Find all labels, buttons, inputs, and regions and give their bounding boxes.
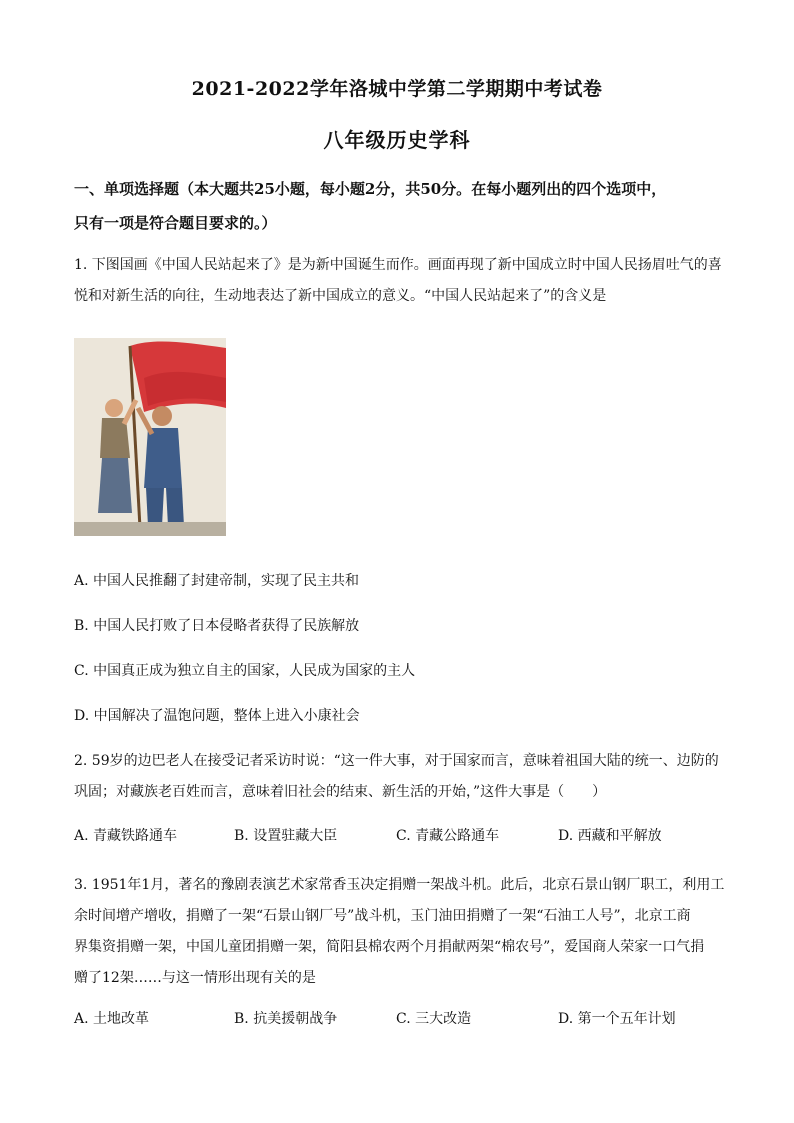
question-2-option-b[interactable]: B. 设置驻藏大臣 — [234, 828, 338, 844]
section-heading-line: 只有一项是符合题目要求的。） — [74, 214, 277, 232]
question-3-option-c[interactable]: C. 三大改造 — [396, 1011, 472, 1027]
question-line: 赠了12架……与这一情形出现有关的是 — [74, 970, 316, 986]
question-line: 1. 下图国画《中国人民站起来了》是为新中国诞生而作。画面再现了新中国成立时中国人民扬眉吐气的喜 — [74, 257, 722, 273]
question-1-option-c[interactable]: C. 中国真正成为独立自主的国家，人民成为国家的主人 — [74, 663, 416, 679]
question-2-option-a[interactable]: A. 青藏铁路通车 — [74, 828, 178, 844]
question-line: 2. 59岁的边巴老人在接受记者采访时说：“这一件大事，对于国家而言，意味着祖国大陆的统一、边防的 — [74, 753, 719, 769]
question-1-option-d[interactable]: D. 中国解决了温饱问题，整体上进入小康社会 — [74, 708, 360, 724]
question-1-option-b[interactable]: B. 中国人民打败了日本侵略者获得了民族解放 — [74, 618, 360, 634]
question-line: 巩固；对藏族老百姓而言，意味着旧社会的结束、新生活的开始，”这件大事是（ ） — [74, 784, 607, 800]
question-1-option-a[interactable]: A. 中国人民推翻了封建帝制，实现了民主共和 — [74, 573, 360, 589]
question-line: 余时间增产增收，捐赠了一架“石景山钢厂号”战斗机，玉门油田捐赠了一架“石油工人号”，北京工商 — [74, 908, 691, 924]
question-2-option-c[interactable]: C. 青藏公路通车 — [396, 828, 500, 844]
question-2-option-d[interactable]: D. 西藏和平解放 — [558, 828, 662, 844]
question-2-stem — [74, 746, 726, 808]
question-line: 3. 1951年1月，著名的豫剧表演艺术家常香玉决定捐赠一架战斗机。此后，北京石景山钢厂职工，利用工 — [74, 877, 725, 893]
question-3-option-b[interactable]: B. 抗美援朝战争 — [234, 1011, 338, 1027]
question-3-stem — [74, 870, 726, 994]
question-3-option-a[interactable]: A. 土地改革 — [74, 1011, 150, 1027]
section-heading-line: 一、单项选择题（本大题共25小题，每小题2分，共50分。在每小题列出的四个选项中， — [74, 180, 667, 198]
question-1-stem — [74, 250, 726, 312]
question-line: 悦和对新生活的向往，生动地表达了新中国成立的意义。“中国人民站起来了”的含义是 — [74, 288, 607, 304]
section-heading — [74, 172, 724, 240]
question-3-option-d[interactable]: D. 第一个五年计划 — [558, 1011, 676, 1027]
exam-subtitle: 八年级历史学科 — [323, 128, 471, 152]
painting-illustration — [74, 338, 226, 536]
question-line: 界集资捐赠一架，中国儿童团捐赠一架，简阳县棉农两个月捐献两架“棉农号”，爱国商人荣家一口气捐 — [74, 939, 705, 955]
painting-image — [74, 338, 226, 536]
exam-title: 2021-2022学年洛城中学第二学期期中考试卷 — [191, 78, 603, 100]
